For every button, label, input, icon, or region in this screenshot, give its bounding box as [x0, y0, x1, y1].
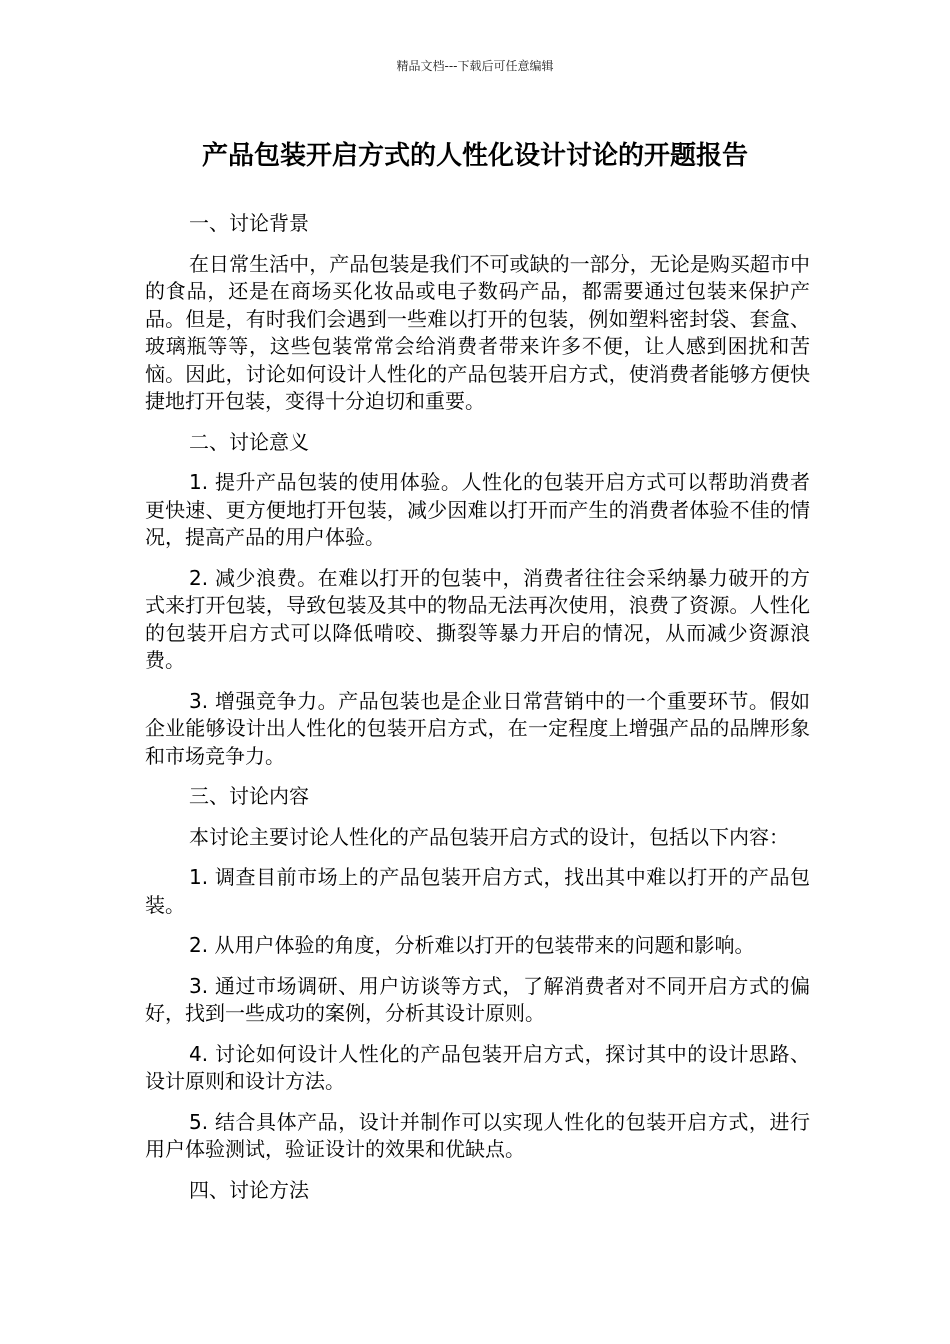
- page-header: 精品文档---下载后可任意编辑: [396, 59, 554, 73]
- section-heading-significance: 二、讨论意义: [189, 429, 309, 454]
- content-intro: 本讨论主要讨论人性化的产品包装开启方式的设计，包括以下内容：: [189, 824, 789, 849]
- significance-item-1: 1. 提升产品包装的使用体验。人性化的包装开启方式可以帮助消费者更快速、更方便地打开包装，减少因难以打开而产生的消费者体验不佳的情况，提高产品的用户体验。: [145, 470, 810, 549]
- content-item-3: 3. 通过市场调研、用户访谈等方式，了解消费者对不同开启方式的偏好，找到一些成功的案例，分析其设计原则。: [145, 973, 810, 1025]
- content-item-2: 2. 从用户体验的角度，分析难以打开的包装带来的问题和影响。: [189, 933, 755, 957]
- content-item-4: 4. 讨论如何设计人性化的产品包装开启方式，探讨其中的设计思路、设计原则和设计方法。: [145, 1041, 810, 1093]
- document-title: 产品包装开启方式的人性化设计讨论的开题报告: [201, 141, 748, 171]
- section-heading-content: 三、讨论内容: [189, 784, 309, 808]
- significance-item-3: 3. 增强竞争力。产品包装也是企业日常营销中的一个重要环节。假如企业能够设计出人性化的包装开启方式，在一定程度上增强产品的品牌形象和市场竞争力。: [145, 688, 810, 768]
- document-body: [145, 210, 810, 1217]
- section-heading-methods: 四、讨论方法: [189, 1177, 309, 1202]
- section-heading-background: 一、讨论背景: [189, 211, 309, 235]
- significance-item-2: 2. 减少浪费。在难以打开的包装中，消费者往往会采纳暴力破开的方式来打开包装，导致包装及其中的物品无法再次使用，浪费了资源。人性化的包装开启方式可以降低啃咬、撕裂等暴力开启的情况，从而减少资源浪费。: [145, 565, 810, 672]
- paragraph-background: 在日常生活中，产品包装是我们不可或缺的一部分，无论是购买超市中的食品，还是在商场买化妆品或电子数码产品，都需要通过包装来保护产品。但是，有时我们会遇到一些难以打开的包装，例如塑料密封袋、套盒、玻璃瓶等等，这些包装常常会给消费者带来许多不便，让人感到困扰和苦恼。因此，讨论如何设计人性化的产品包装开启方式，使消费者能够方便快捷地打开包装，变得十分迫切和重要。: [145, 251, 810, 413]
- content-item-5: 5. 结合具体产品，设计并制作可以实现人性化的包装开启方式，进行用户体验测试，验证设计的效果和优缺点。: [145, 1109, 810, 1161]
- content-item-1: 1. 调查目前市场上的产品包装开启方式，找出其中难以打开的产品包装。: [145, 865, 810, 917]
